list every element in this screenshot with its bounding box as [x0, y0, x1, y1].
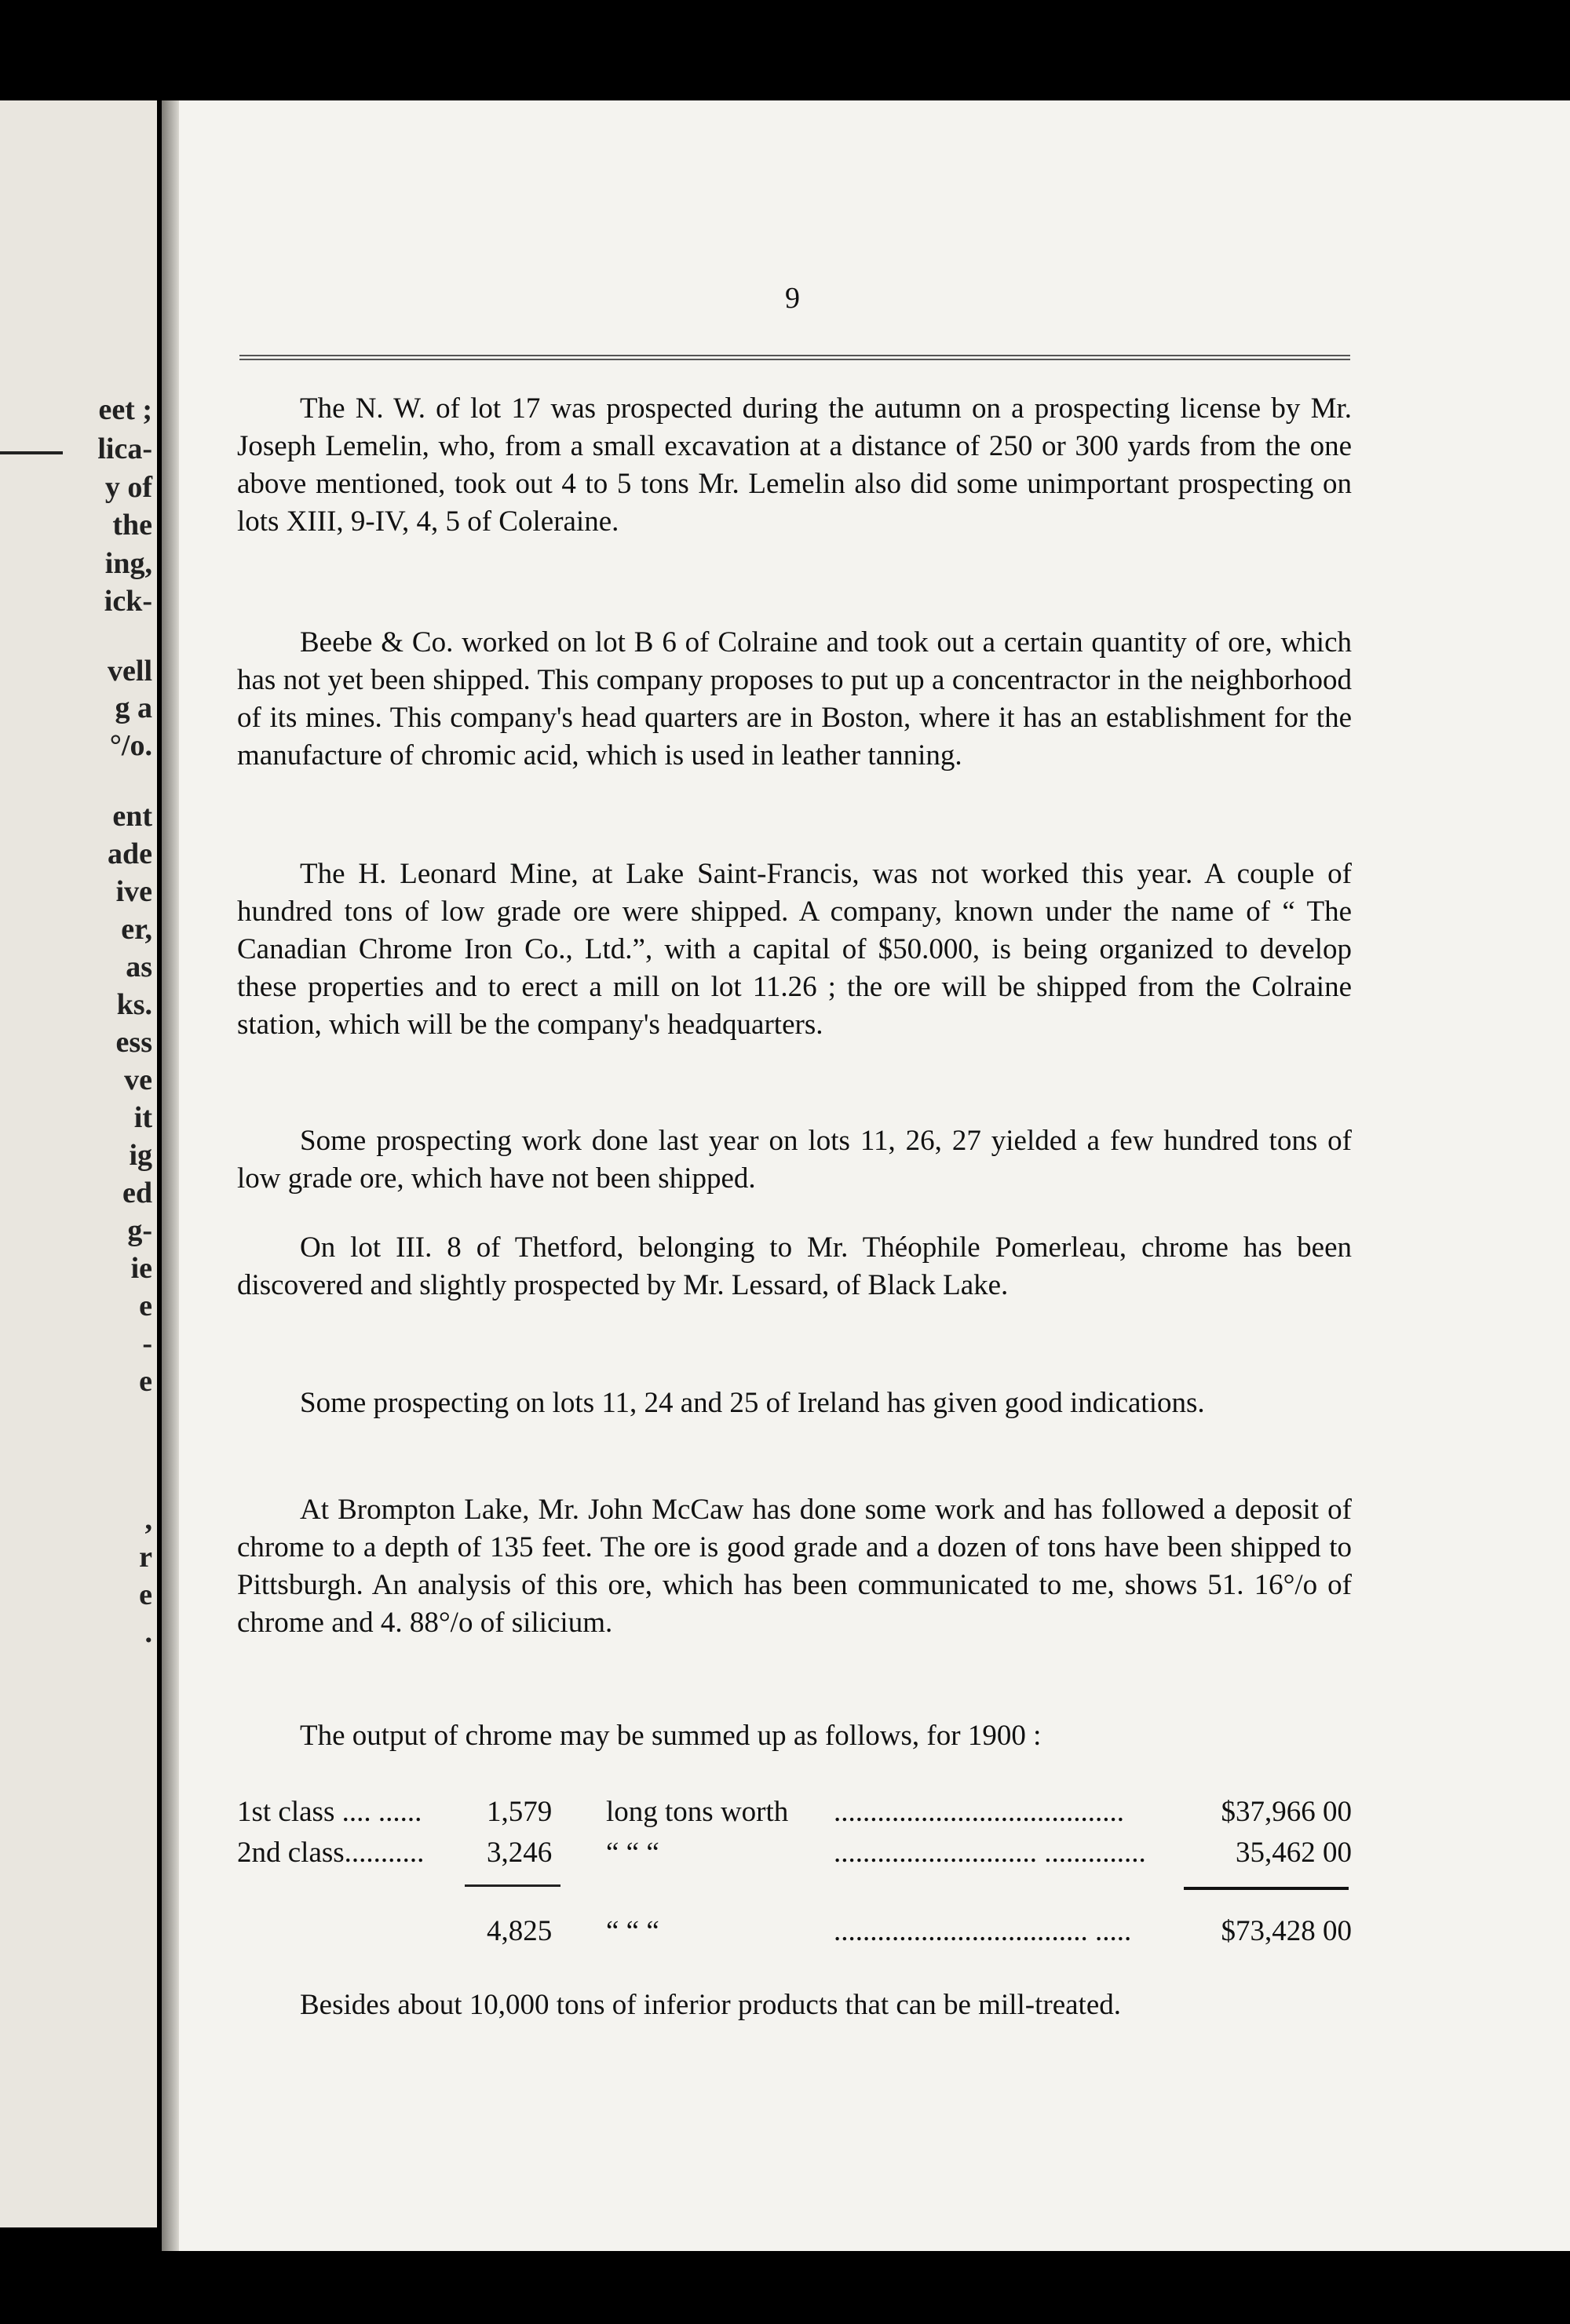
previous-page-fragment: r [139, 1541, 152, 1574]
output-class-label: 1st class .... ...... [237, 1796, 422, 1828]
previous-page-fragment: er, [121, 913, 152, 946]
output-quantity: 3,246 [487, 1837, 553, 1869]
previous-page-fragment: ent [112, 800, 152, 833]
previous-page-fragment: vell [108, 655, 152, 688]
previous-page-fragment: ick- [104, 585, 152, 618]
output-quantity: 1,579 [487, 1796, 553, 1828]
previous-page-fragment: ig [129, 1139, 152, 1172]
output-unit: long tons worth [606, 1796, 789, 1828]
previous-page-fragment: ed [122, 1177, 152, 1209]
output-row [237, 1793, 1352, 1831]
previous-page-rule [0, 451, 63, 454]
previous-page-margin [0, 100, 157, 2227]
previous-page-fragment: ve [124, 1063, 152, 1096]
output-class-label: 2nd class........... [237, 1837, 425, 1869]
previous-page-fragment: as [126, 950, 152, 983]
paragraph-lot-17: The N. W. of lot 17 was prospected during the autumn on a prospecting license by Mr. Joseph Lemelin, who, from a small excavation at a distance of 250 or 300 yards from the one above mentioned, took out 4 to 5 tons Mr. Lemelin also did some unimportant prospecting on lots XIII, 9-IV, 4, 5 of Coleraine. [237, 392, 1352, 538]
output-leader-dots: ........................................ [834, 1796, 1124, 1828]
previous-page-fragment: lica- [97, 432, 152, 465]
previous-page-fragment: e [139, 1290, 152, 1323]
output-leader-dots: ............................ .............. [834, 1837, 1146, 1869]
page-number: 9 [785, 282, 800, 315]
previous-page-fragment: eet ; [98, 393, 152, 426]
total-quantity-rule [465, 1884, 560, 1887]
output-unit: “ “ “ [606, 1915, 659, 1947]
previous-page-fragment: ive [115, 875, 152, 908]
paragraph-closing: Besides about 10,000 tons of inferior products that can be mill-treated. [300, 1989, 1122, 2021]
paragraph-brompton-lake: At Brompton Lake, Mr. John McCaw has done some work and has followed a deposit of chrome to a depth of 135 feet. The ore is good grade and a dozen of tons have been shipped to Pittsburgh. An analysis of this ore, which has been communicated to me, shows 51. 16°/o of chrome and 4. 88°/o of silicium. [237, 1494, 1352, 1639]
previous-page-fragment: ing, [104, 547, 152, 580]
output-total-amount: $73,428 00 [1221, 1915, 1352, 1947]
paragraph-thetford: On lot III. 8 of Thetford, belonging to Mr. Théophile Pomerleau, chrome has been discovered and slightly prospected by Mr. Lessard, of Black Lake. [237, 1231, 1352, 1301]
paragraph-beebe: Beebe & Co. worked on lot B 6 of Colraine and took out a certain quantity of ore, which has not yet been shipped. This company proposes to put up a concentractor in the neighborhood of its mines. This company's head quarters are in Boston, where it has an establishment for the manufacture of chromic acid, which is used in leather tanning. [237, 626, 1352, 772]
previous-page-fragment: , [144, 1503, 152, 1536]
output-amount: 35,462 00 [1236, 1837, 1352, 1869]
output-total-quantity: 4,825 [487, 1915, 553, 1947]
previous-page-fragment: ess [115, 1026, 152, 1059]
previous-page-fragment: ks. [116, 988, 152, 1021]
previous-page-fragment: . [144, 1616, 152, 1649]
previous-page-fragment: y of [104, 471, 152, 504]
previous-page-fragment: g a [115, 691, 152, 724]
previous-page-fragment: e [139, 1578, 152, 1611]
previous-page-fragment: - [142, 1327, 152, 1360]
paragraph-leonard-mine: The H. Leonard Mine, at Lake Saint-Francis, was not worked this year. A couple of hundred tons of low grade ore were shipped. A company, known under the name of “ The Canadian Chrome Iron Co., Ltd.”, with a capital of $50.000, is being organized to develop these properties and to erect a mill on lot 11.26 ; the ore will be shipped from the Colraine station, which will be the company's headquarters. [237, 858, 1352, 1041]
output-unit: “ “ “ [606, 1837, 659, 1869]
output-amount: $37,966 00 [1221, 1796, 1352, 1828]
output-total-row [237, 1913, 1352, 1950]
paragraph-prospecting-work: Some prospecting work done last year on lots 11, 26, 27 yielded a few hundred tons of low grade ore, which have not been shipped. [237, 1125, 1352, 1195]
previous-page-fragment: ade [108, 837, 152, 870]
paragraph-ireland: Some prospecting on lots 11, 24 and 25 of Ireland has given good indications. [300, 1387, 1205, 1419]
previous-page-fragment: ie [130, 1252, 152, 1285]
paragraph-output-intro: The output of chrome may be summed up as follows, for 1900 : [300, 1720, 1042, 1752]
previous-page-fragment: e [139, 1365, 152, 1398]
output-leader-dots: ................................... ..... [834, 1915, 1132, 1947]
header-rule [239, 355, 1350, 360]
previous-page-fragment: g- [127, 1214, 152, 1247]
previous-page-fragment: it [133, 1101, 152, 1134]
previous-page-fragment: the [112, 509, 152, 542]
page-binding-edge [162, 100, 179, 2251]
total-amount-rule [1184, 1887, 1349, 1890]
previous-page-fragment: °/o. [109, 729, 152, 762]
output-row [237, 1834, 1352, 1872]
